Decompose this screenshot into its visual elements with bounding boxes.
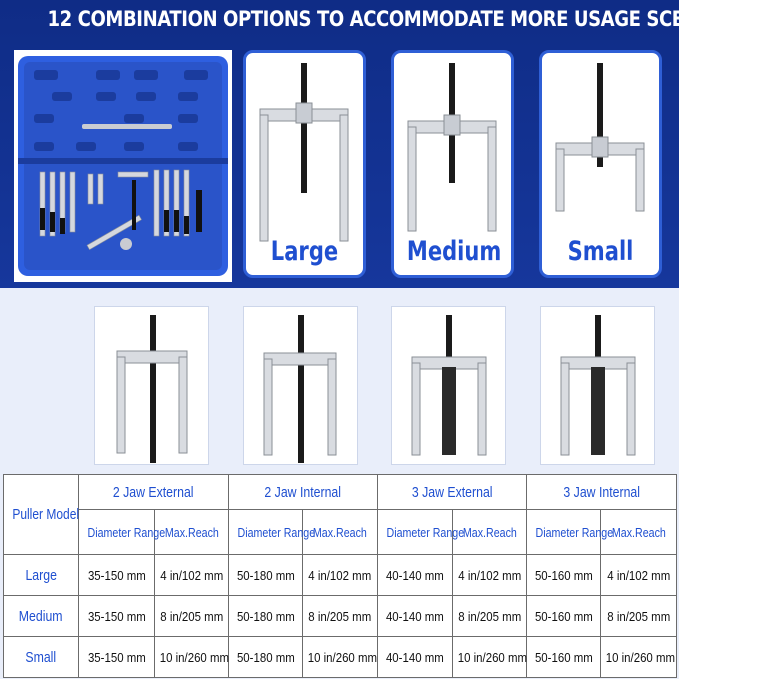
size-card-small (539, 50, 662, 278)
table-cell: 40-140 mm (378, 596, 453, 637)
subheader-max-reach: Max.Reach (155, 510, 229, 555)
table-cell: 50-180 mm (229, 555, 303, 596)
table-cell: 4 in/102 mm (601, 555, 677, 596)
subheader-diameter-range: Diameter Range (229, 510, 303, 555)
table-cell: 10 in/260 mm (453, 637, 527, 678)
table-cell: 50-180 mm (229, 637, 303, 678)
table-cell: 4 in/102 mm (155, 555, 229, 596)
table-cell: 50-160 mm (527, 637, 601, 678)
subheader-diameter-range: Diameter Range (378, 510, 453, 555)
spec-table (3, 474, 677, 678)
row-label-small: Small (4, 637, 79, 678)
table-cell: 35-150 mm (79, 596, 155, 637)
table-cell: 10 in/260 mm (601, 637, 677, 678)
table-row-medium (4, 596, 677, 637)
size-label-large: Large (270, 236, 339, 267)
size-label-small: Small (567, 236, 634, 267)
group-header-2-jaw-internal: 2 Jaw Internal (229, 475, 378, 510)
table-cell: 50-180 mm (229, 596, 303, 637)
subheader-max-reach: Max.Reach (601, 510, 677, 555)
table-cell: 8 in/205 mm (303, 596, 378, 637)
table-cell: 8 in/205 mm (155, 596, 229, 637)
table-cell: 8 in/205 mm (453, 596, 527, 637)
table-cell: 50-160 mm (527, 596, 601, 637)
table-cell: 8 in/205 mm (601, 596, 677, 637)
table-row-small (4, 637, 677, 678)
puller-card-2-jaw-internal (243, 306, 358, 465)
table-cell: 35-150 mm (79, 637, 155, 678)
puller-large-icon (246, 53, 363, 233)
size-label-medium: Medium (406, 236, 502, 267)
size-card-large (243, 50, 366, 278)
table-row-large (4, 555, 677, 596)
size-card-medium (391, 50, 514, 278)
subheader-diameter-range: Diameter Range (527, 510, 601, 555)
table-cell: 40-140 mm (378, 555, 453, 596)
puller-card-2-jaw-external (94, 306, 209, 465)
puller-card-3-jaw-internal (540, 306, 655, 465)
table-cell: 10 in/260 mm (303, 637, 378, 678)
table-cell: 35-150 mm (79, 555, 155, 596)
subheader-max-reach: Max.Reach (303, 510, 378, 555)
table-cell: 50-160 mm (527, 555, 601, 596)
table-cell: 4 in/102 mm (303, 555, 378, 596)
three-jaw-external-puller-icon (392, 307, 505, 464)
table-cell: 40-140 mm (378, 637, 453, 678)
page-title: 12 COMBINATION OPTIONS TO ACCOMMODATE MORE USAGE SCENARIOS (47, 7, 759, 31)
two-jaw-external-puller-icon (95, 307, 208, 464)
row-label-medium: Medium (4, 596, 79, 637)
tool-case-illustration (14, 50, 232, 282)
two-jaw-internal-puller-icon (244, 307, 357, 464)
three-jaw-internal-puller-icon (541, 307, 654, 464)
tool-case-image (14, 50, 232, 282)
row-label-large: Large (4, 555, 79, 596)
subheader-diameter-range: Diameter Range (79, 510, 155, 555)
puller-small-icon (542, 53, 659, 233)
group-header-2-jaw-external: 2 Jaw External (79, 475, 229, 510)
puller-card-3-jaw-external (391, 306, 506, 465)
group-header-3-jaw-external: 3 Jaw External (378, 475, 527, 510)
puller-medium-icon (394, 53, 511, 233)
group-header-3-jaw-internal: 3 Jaw Internal (527, 475, 677, 510)
table-cell: 4 in/102 mm (453, 555, 527, 596)
table-corner-header: Puller Model (4, 475, 79, 555)
table-cell: 10 in/260 mm (155, 637, 229, 678)
subheader-max-reach: Max.Reach (453, 510, 527, 555)
